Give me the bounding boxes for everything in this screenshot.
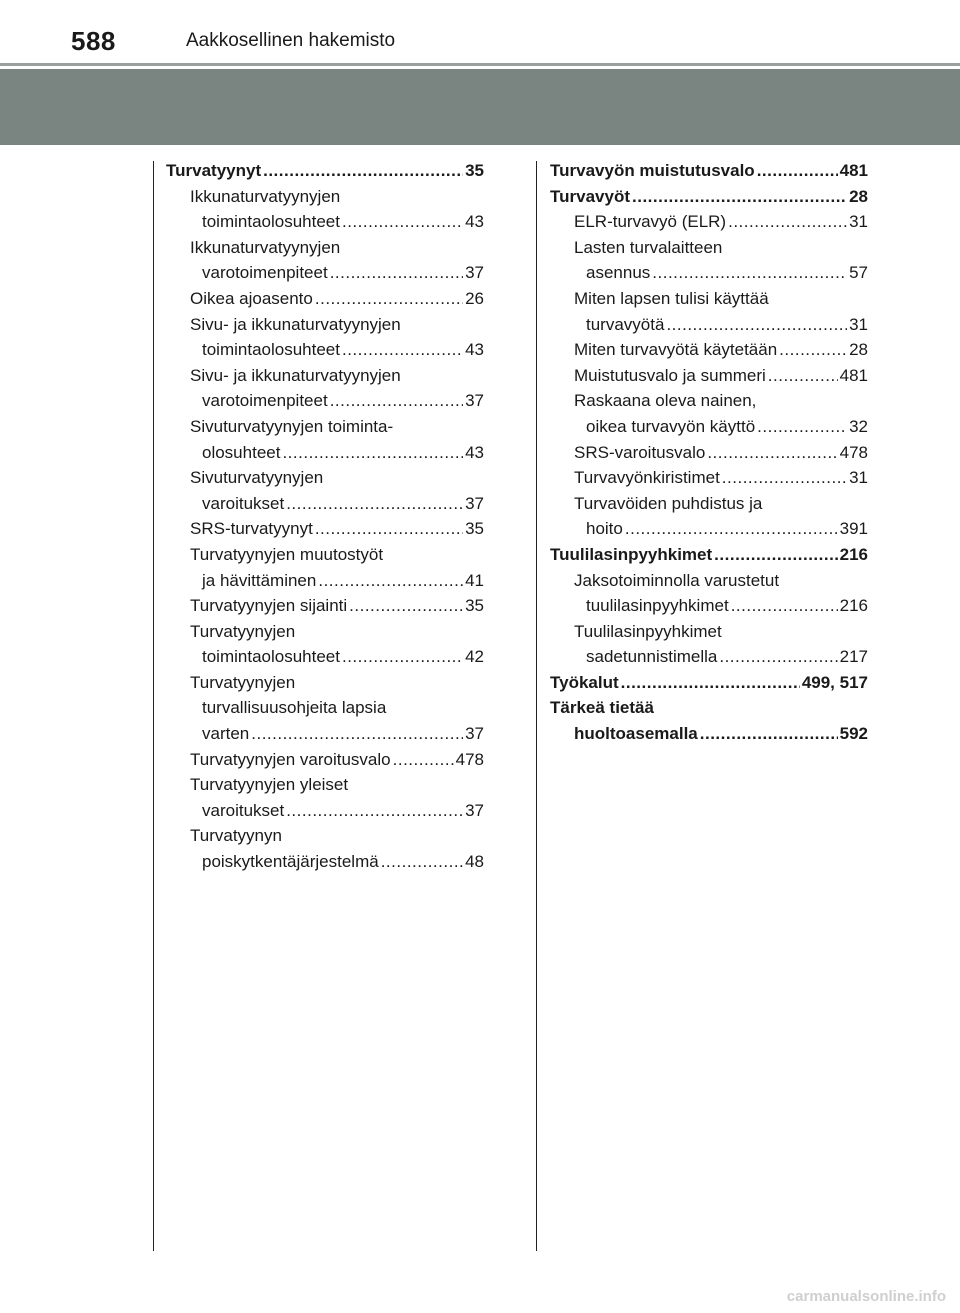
entry-line: [190, 721, 484, 747]
entry-line: [190, 644, 484, 670]
dot-leader: [707, 440, 837, 466]
entry-line: [190, 184, 484, 210]
entry-line: [190, 286, 484, 312]
entry-text: Turvatyynyjen yleiset: [190, 775, 349, 795]
entry-line: [574, 593, 868, 619]
index-entry-sub: [550, 465, 868, 491]
entry-line: [574, 644, 868, 670]
page-reference[interactable]: 31: [849, 212, 868, 232]
page-reference[interactable]: 43: [465, 442, 484, 462]
section-title: Aakkosellinen hakemisto: [186, 30, 396, 51]
entry-text: Turvavöiden puhdistus ja: [574, 493, 763, 513]
entry-line: [550, 721, 868, 747]
entry-text: Turvatyynyjen sijainti: [190, 596, 348, 616]
entry-text: Sivuturvatyynyjen: [190, 468, 324, 488]
index-entry-main: [550, 695, 868, 746]
entry-line: [574, 465, 868, 491]
index-entry-sub: [166, 465, 484, 516]
entry-text: Turvatyynyn: [190, 826, 282, 846]
index-entry-sub: [166, 414, 484, 465]
dot-leader: [342, 209, 463, 235]
entry-line: [190, 235, 484, 261]
entry-text: Turvatyynyjen varoitusvalo: [190, 749, 391, 769]
entry-text: Sivuturvatyynyjen toiminta-: [190, 416, 394, 436]
entry-text: sadetunnistimella: [586, 647, 718, 667]
entry-line: [190, 542, 484, 568]
entry-line: [190, 670, 484, 696]
dot-leader: [728, 209, 847, 235]
dot-leader: [757, 414, 847, 440]
entry-text: Turvatyynyjen: [190, 621, 296, 641]
dot-leader: [719, 644, 837, 670]
page-reference[interactable]: 478: [455, 749, 484, 769]
index-entry-sub: [166, 363, 484, 414]
entry-text: asennus: [586, 263, 651, 283]
entry-text: Turvavyön muistutusvalo: [550, 161, 755, 180]
entry-line: [574, 209, 868, 235]
dot-leader: [625, 516, 838, 542]
index-entry-main: [550, 158, 868, 184]
entry-line: [190, 440, 484, 466]
entry-line: [574, 568, 868, 594]
index-entry-sub: [550, 286, 868, 337]
entry-text: Ikkunaturvatyynyjen: [190, 237, 341, 257]
entry-text: SRS-turvatyynyt: [190, 519, 313, 539]
entry-text: Turvavyöt: [550, 186, 630, 206]
entry-line: [574, 337, 868, 363]
dot-leader: [652, 260, 847, 286]
page-reference[interactable]: 32: [849, 416, 868, 436]
entry-text: varoitukset: [202, 493, 285, 513]
entry-line: [550, 158, 868, 184]
dot-leader: [286, 491, 463, 517]
entry-line: [190, 388, 484, 414]
page-reference[interactable]: 57: [849, 263, 868, 283]
index-entry-sub: [166, 670, 484, 747]
entry-line: [190, 798, 484, 824]
header-divider: [0, 63, 960, 66]
entry-text: varten: [202, 724, 250, 744]
page-reference[interactable]: 43: [465, 340, 484, 360]
index-entry-sub: [166, 312, 484, 363]
index-entry-sub: [550, 440, 868, 466]
dot-leader: [349, 593, 463, 619]
entry-text: Muistutusvalo ja summeri: [574, 365, 766, 385]
entry-line: [190, 747, 484, 773]
entry-line: [190, 465, 484, 491]
page-reference[interactable]: 499, 517: [801, 672, 868, 692]
dot-leader: [381, 849, 463, 875]
watermark: carmanualsonline.info: [786, 1288, 946, 1305]
entry-line: [550, 695, 868, 721]
index-entry-sub: [166, 516, 484, 542]
page-reference[interactable]: 216: [839, 544, 868, 564]
page-reference[interactable]: 42: [465, 647, 484, 667]
entry-line: [574, 491, 868, 517]
page-reference[interactable]: 31: [849, 314, 868, 334]
entry-text: Jaksotoiminnolla varustetut: [574, 570, 780, 590]
index-column-1: [166, 158, 484, 875]
dot-leader: [330, 388, 463, 414]
entry-text: Sivu- ja ikkunaturvatyynyjen: [190, 314, 401, 334]
index-entry-sub: [166, 184, 484, 235]
entry-line: [574, 312, 868, 338]
entry-text: Tuulilasinpyyhkimet: [574, 621, 722, 641]
entry-text: hoito: [586, 519, 623, 539]
entry-line: [190, 516, 484, 542]
entry-text: Työkalut: [550, 672, 619, 692]
entry-text: turvavyötä: [586, 314, 665, 334]
entry-text: Lasten turvalaitteen: [574, 237, 723, 257]
entry-text: olosuhteet: [202, 442, 281, 462]
entry-line: [550, 542, 868, 568]
entry-text: Raskaana oleva nainen,: [574, 391, 757, 411]
page-reference[interactable]: 481: [839, 365, 868, 385]
dot-leader: [768, 363, 838, 389]
entry-line: [550, 670, 868, 696]
entry-line: [190, 491, 484, 517]
entry-line: [190, 823, 484, 849]
page-reference[interactable]: 28: [849, 186, 868, 206]
entry-text: Sivu- ja ikkunaturvatyynyjen: [190, 365, 401, 385]
page-reference[interactable]: 43: [465, 212, 484, 232]
entry-text: tuulilasinpyyhkimet: [586, 596, 729, 616]
index-entry-sub: [550, 235, 868, 286]
entry-line: [190, 337, 484, 363]
column-rule-left: [153, 161, 154, 1251]
index-entry-sub: [550, 209, 868, 235]
index-entry-sub: [166, 747, 484, 773]
index-entry-sub: [166, 823, 484, 874]
page-number: 588: [71, 26, 116, 56]
dot-leader: [700, 721, 838, 747]
entry-line: [190, 849, 484, 875]
entry-text: toimintaolosuhteet: [202, 212, 340, 232]
dot-leader: [286, 798, 463, 824]
dot-leader: [714, 542, 837, 568]
entry-text: turvallisuusohjeita lapsia: [202, 698, 387, 718]
entry-text: toimintaolosuhteet: [202, 340, 340, 360]
entry-line: [190, 568, 484, 594]
dot-leader: [318, 568, 463, 594]
index-column-2: [550, 158, 868, 747]
index-entry-main: [550, 670, 868, 696]
dot-leader: [621, 670, 800, 696]
index-entry-sub: [550, 337, 868, 363]
dot-leader: [779, 337, 847, 363]
index-entry-sub: [166, 542, 484, 593]
entry-text: toimintaolosuhteet: [202, 647, 340, 667]
dot-leader: [757, 158, 838, 184]
entry-line: [190, 619, 484, 645]
index-entry-sub: [550, 388, 868, 439]
header-band: [0, 69, 960, 145]
page-reference[interactable]: 391: [839, 519, 868, 539]
entry-line: [574, 440, 868, 466]
page-reference[interactable]: 592: [839, 724, 868, 744]
page-reference[interactable]: 37: [465, 263, 484, 283]
dot-leader: [315, 286, 463, 312]
entry-text: Tärkeä tietää: [550, 698, 654, 718]
page-reference[interactable]: 31: [849, 468, 868, 488]
index-entry-sub: [166, 593, 484, 619]
index-entry-main: [550, 542, 868, 568]
entry-line: [190, 772, 484, 798]
page-reference[interactable]: 35: [465, 519, 484, 539]
dot-leader: [632, 184, 847, 210]
dot-leader: [330, 260, 463, 286]
entry-text: Miten turvavyötä käytetään: [574, 340, 778, 360]
entry-line: [574, 235, 868, 261]
entry-line: [190, 209, 484, 235]
index-entry-sub: [550, 568, 868, 619]
entry-line: [190, 695, 484, 721]
entry-text: Miten lapsen tulisi käyttää: [574, 288, 769, 308]
page-reference[interactable]: 37: [465, 724, 484, 744]
entry-line: [574, 516, 868, 542]
page-reference[interactable]: 37: [465, 493, 484, 513]
dot-leader: [342, 644, 463, 670]
entry-line: [574, 619, 868, 645]
page-reference[interactable]: 37: [465, 800, 484, 820]
dot-leader: [342, 337, 463, 363]
index-entry-main: [166, 158, 484, 184]
page-reference[interactable]: 41: [465, 570, 484, 590]
entry-text: SRS-varoitusvalo: [574, 442, 706, 462]
entry-line: [190, 593, 484, 619]
page-reference[interactable]: 48: [465, 852, 484, 872]
entry-line: [574, 388, 868, 414]
column-rule-middle: [536, 161, 537, 1251]
page-header: [0, 0, 960, 64]
dot-leader: [666, 312, 847, 338]
entry-line: [190, 260, 484, 286]
entry-line: [574, 260, 868, 286]
index-entry-main: [550, 184, 868, 210]
entry-line: [190, 414, 484, 440]
entry-line: [550, 184, 868, 210]
entry-text: Ikkunaturvatyynyjen: [190, 186, 341, 206]
dot-leader: [315, 516, 463, 542]
entry-text: Turvatyynyt: [166, 161, 262, 180]
entry-text: Turvatyynyjen muutostyöt: [190, 544, 384, 564]
entry-text: huoltoasemalla: [574, 724, 698, 744]
page-reference[interactable]: 216: [839, 596, 868, 616]
entry-text: ja hävittäminen: [202, 570, 317, 590]
entry-text: varoitukset: [202, 800, 285, 820]
index-entry-sub: [166, 286, 484, 312]
dot-leader: [731, 593, 838, 619]
entry-line: [574, 363, 868, 389]
dot-leader: [251, 721, 463, 747]
page-reference[interactable]: 28: [849, 340, 868, 360]
page-reference[interactable]: 26: [465, 288, 484, 308]
entry-text: oikea turvavyön käyttö: [586, 416, 756, 436]
index-entry-sub: [166, 772, 484, 823]
page-reference[interactable]: 217: [839, 647, 868, 667]
index-entry-sub: [166, 619, 484, 670]
index-entry-sub: [166, 235, 484, 286]
entry-line: [190, 312, 484, 338]
index-entry-sub: [550, 491, 868, 542]
entry-text: varotoimenpiteet: [202, 263, 328, 283]
dot-leader: [282, 440, 463, 466]
entry-text: Turvatyynyjen: [190, 672, 296, 692]
entry-line: [574, 414, 868, 440]
entry-text: Turvavyönkiristimet: [574, 468, 720, 488]
entry-text: ELR-turvavyö (ELR): [574, 212, 727, 232]
page-reference[interactable]: 37: [465, 391, 484, 411]
entry-text: poiskytkentäjärjestelmä: [202, 852, 379, 872]
entry-line: [190, 363, 484, 389]
dot-leader: [393, 747, 454, 773]
index-entry-sub: [550, 363, 868, 389]
entry-text: Tuulilasinpyyhkimet: [550, 544, 713, 564]
entry-text: varotoimenpiteet: [202, 391, 328, 411]
entry-line: [574, 286, 868, 312]
page-reference[interactable]: 481: [839, 161, 868, 180]
entry-line: [166, 158, 484, 184]
dot-leader: [722, 465, 847, 491]
page-reference[interactable]: 35: [465, 161, 484, 180]
dot-leader: [263, 158, 463, 184]
index-entry-sub: [550, 619, 868, 670]
page-reference[interactable]: 35: [465, 596, 484, 616]
entry-text: Oikea ajoasento: [190, 288, 313, 308]
page-reference[interactable]: 478: [839, 442, 868, 462]
